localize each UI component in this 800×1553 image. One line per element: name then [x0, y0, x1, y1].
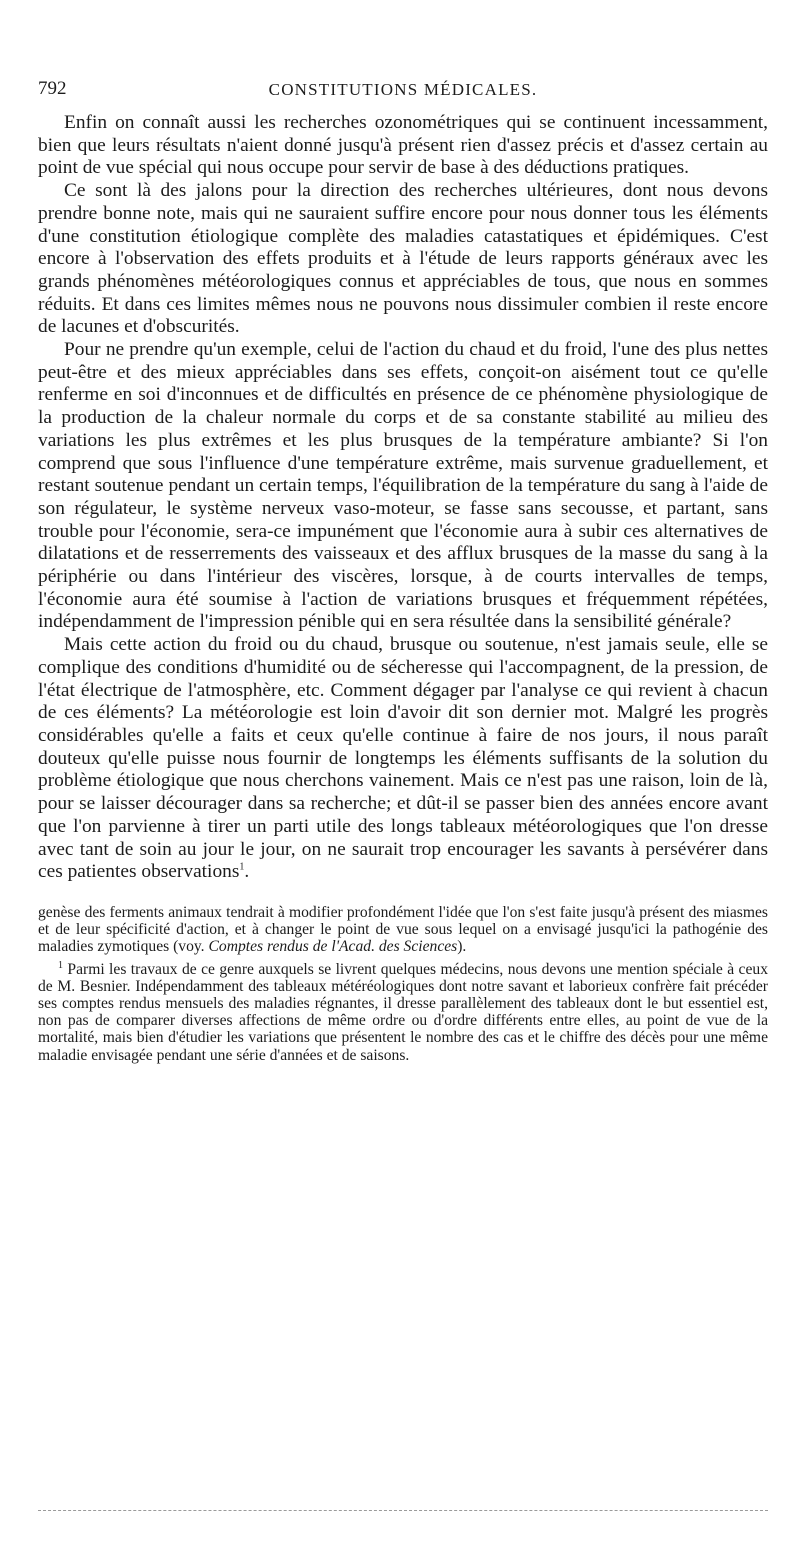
footnote-citation: Comptes rendus de l'Acad. des Sciences [208, 938, 458, 956]
paragraph: Mais cette action du froid ou du chaud, brusque ou soutenue, n'est jamais seule, elle se complique des conditions d'humidité ou de sécheresse qui l'accompagnent, de la pression, de l'état électrique de l'atmosphère, etc. Comment dégager par l'analyse ce qui revient à chacun de ces éléments? La météorologie est loin d'avoir dit son dernier mot. Malgré les progrès considérables qu'elle a faits et ceux qu'elle continue à faire de nos jours, il nous paraît douteux qu'elle puisse nous fournir de longtemps les éléments suffisants de la solution du problème étiologique que nous cherchons vainement. Mais ce n'est pas une raison, loin de là, pour se laisser décourager dans sa recherche; et dût-il se passer bien des années encore avant que l'on parvienne à tirer un parti utile des longs tableaux météorologiques que l'on dresse avec tant de soin au jour le jour, on ne saurait trop encourager les savants à persévérer dans ces patientes observations$^1$. [38, 634, 768, 883]
footnote-citation-end: ). [457, 938, 467, 956]
main-text [38, 112, 768, 884]
footnote-reference: 1 [239, 861, 245, 873]
paragraph: Pour ne prendre qu'un exemple, celui de l'action du chaud et du froid, l'une des plus nettes peut-être et des mieux appréciables dans ses effets, conçoit-on aisément tout ce qu'elle renferme en soi d'inconnues et de difficultés en présence de ce phénomène physiologique de la production de la chaleur normale du corps et de sa constante stabilité au milieu des variations les plus extrêmes et les plus brusques de la température ambiante? Si l'on comprend que sous l'influence d'une température extrême, mais survenue graduellement, et restant soutenue pendant un certain temps, l'équilibration de la température du sang à l'aide de son régulateur, le système nerveux vaso-moteur, se fasse sans secousse, et partant, sans trouble pour l'économie, sera-ce impunément que l'économie aura à subir ces alternatives de dilatations et de resserrements des vaisseaux et des afflux brusques de la masse du sang à la périphérie ou dans l'intérieur des viscères, lorsque, à de courts intervalles de temps, l'économie aura été soumise à l'action de variations brusques et fréquemment répétées, indépendamment de l'impression pénible qui en sera résultée dans la sensibilité générale? [38, 339, 768, 633]
page-header [38, 78, 768, 108]
footnote-continuation-text: genèse des ferments animaux tendrait à modifier profondément l'idée que l'on s'est faite jusqu'à présent des miasmes et de leur spécificité d'action, et à changer le point de vue sous lequel on a envisagé jusqu'ici la pathogénie des maladies zymotiques (voy. [38, 903, 768, 956]
footnote-1-text: Parmi les travaux de ce genre auxquels se livrent quelques médecins, nous devons une mention spéciale à ceux de M. Besnier. Indépendamment des tableaux météréologiques dont notre savant et laborieux confrère fait précéder ses comptes rendus mensuels des maladies régnantes, il dresse parallèlement des tableaux dont le but essentiel est, non pas de comparer diverses affections de même ordre ou d'ordre différents entre elles, au point de vue de la mortalité, mais bien d'étudier les variations que présentent le nombre des cas et le chiffre des décès pour une même maladie envisagée pendant une série d'années et de saisons. [38, 960, 768, 1064]
paragraph-text: Mais cette action du froid ou du chaud, brusque ou soutenue, n'est jamais seule, elle se complique des conditions d'humidité ou de sécheresse qui l'accompagnent, de la pression, de l'état électrique de l'atmosphère, etc. Comment dégager par l'analyse ce qui revient à chacun de ces éléments? La météorologie est loin d'avoir dit son dernier mot. Malgré les progrès considérables qu'elle a faits et ceux qu'elle continue à faire de nos jours, il nous paraît douteux qu'elle puisse nous fournir de longtemps les éléments suffisants de la solution du problème étiologique que nous cherchons vainement. Mais ce n'est pas une raison, loin de là, pour se laisser décourager dans sa recherche; et dût-il se passer bien des années encore avant que l'on parvienne à tirer un parti utile des longs tableaux météorologiques que l'on dresse avec tant de soin au jour le jour, on ne saurait trop encourager les savants à persévérer dans ces patientes observations [38, 634, 768, 883]
paragraph: Enfin on connaît aussi les recherches ozonométriques qui se continuent incessamment, bien que leurs résultats n'aient donné jusqu'à présent rien d'assez précis et d'assez certain au point de vue spécial qui nous occupe pour servir de base à des déductions pratiques. [38, 112, 768, 179]
footnotes [38, 904, 768, 1064]
page-number: 792 [38, 78, 67, 99]
bottom-rule [38, 1510, 768, 1511]
footnote-1 [38, 961, 768, 1064]
running-title: CONSTITUTIONS MÉDICALES. [268, 80, 538, 99]
paragraph: Ce sont là des jalons pour la direction des recherches ultérieures, dont nous devons prendre bonne note, mais qui ne sauraient suffire encore pour nous donner tous les éléments d'une constitution étiologique complète des maladies catastatiques et épidémiques. C'est encore à l'observation des effets produits et à l'étude de leurs rapports généraux avec les grands phénomènes météorologiques connus et appréciables de tous, que nous en sommes réduits. Et dans ces limites mêmes nous ne pouvons nous dissimuler combien il reste encore de lacunes et d'obscurités. [38, 180, 768, 338]
footnote-continuation [38, 904, 768, 956]
footnote-marker: 1 [58, 959, 63, 971]
document-page [38, 78, 768, 1064]
